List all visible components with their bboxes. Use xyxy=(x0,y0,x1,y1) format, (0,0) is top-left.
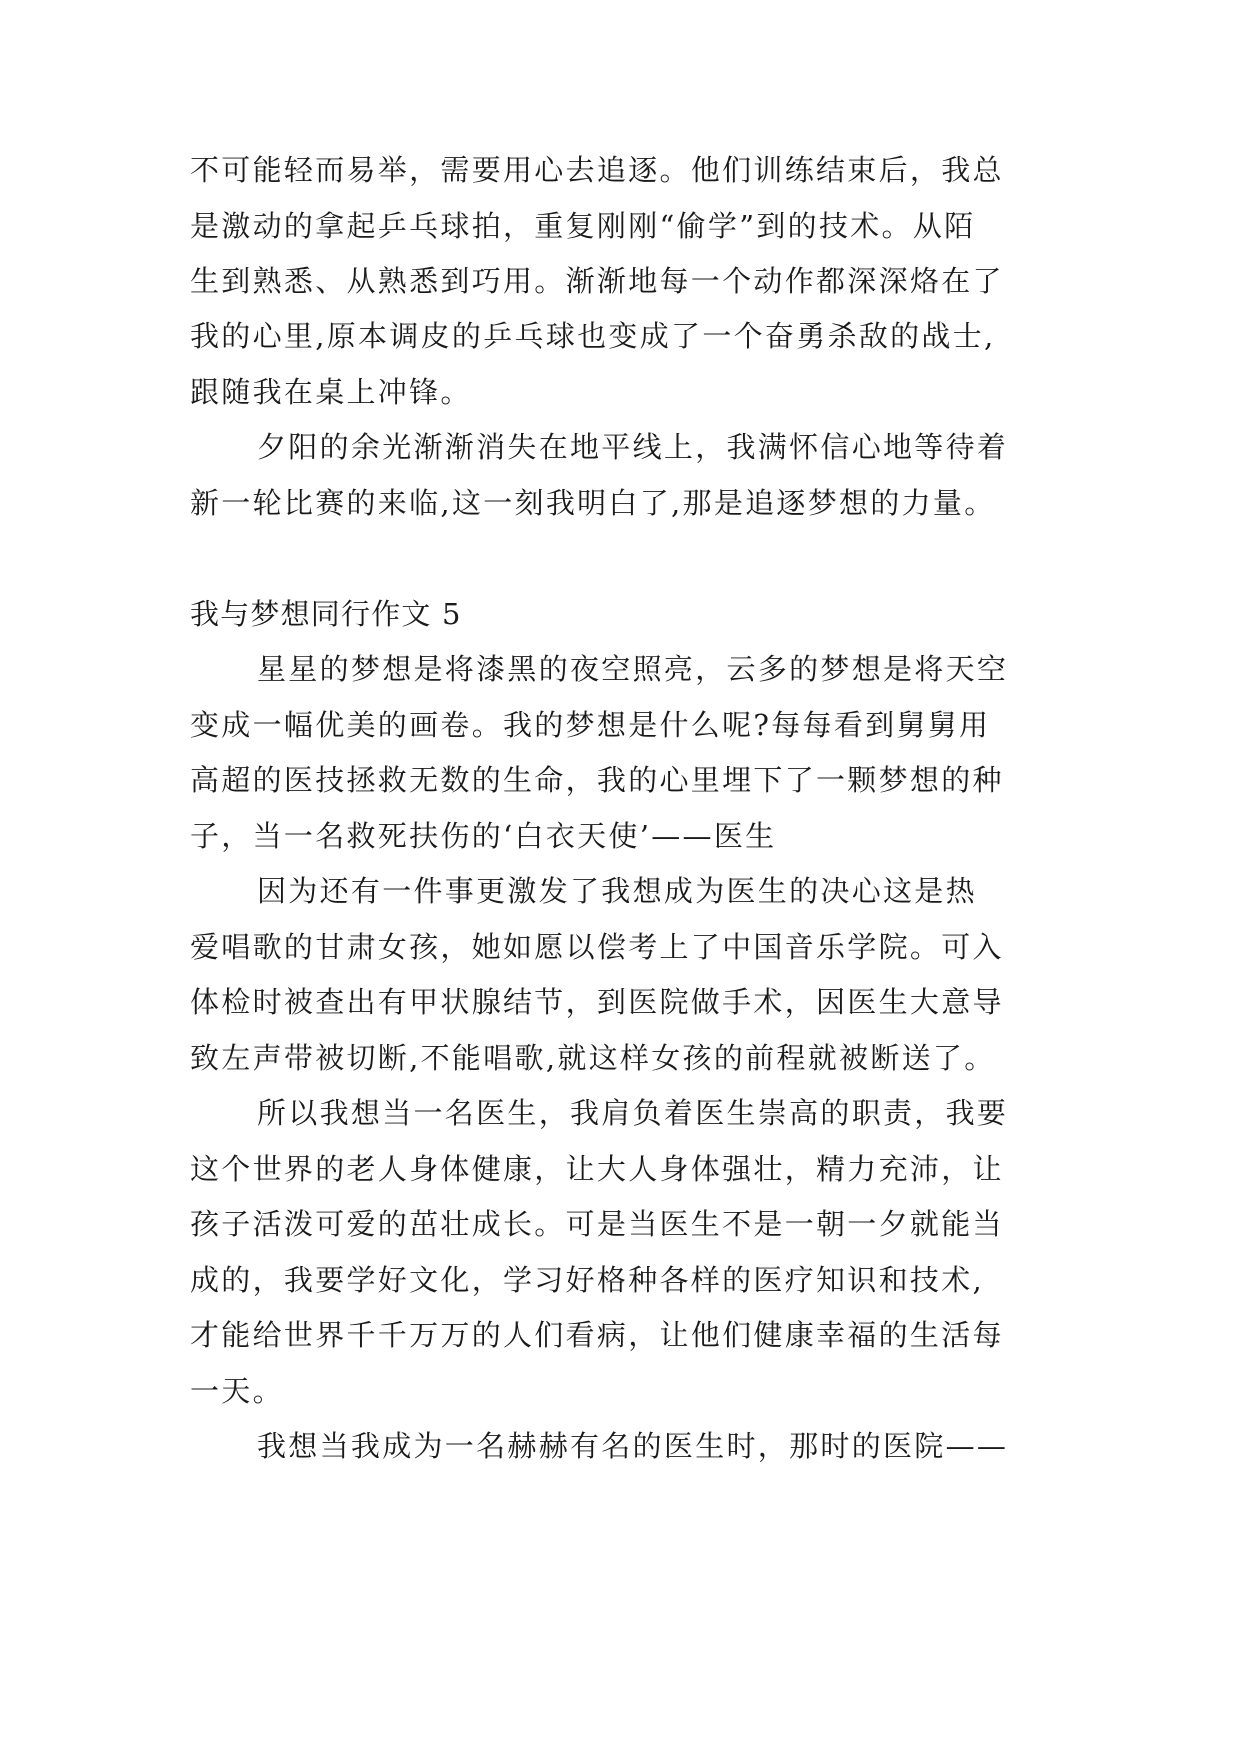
paragraph-line: 高超的医技拯救无数的生命，我的心里埋下了一颗梦想的种 xyxy=(190,763,1004,797)
paragraph-line: 因为还有一件事更激发了我想成为医生的决心这是热 xyxy=(257,874,977,908)
paragraph-line: 星星的梦想是将漆黑的夜空照亮，云多的梦想是将天空 xyxy=(257,652,1009,686)
paragraph-line: 跟随我在桌上冲锋。 xyxy=(190,375,472,409)
paragraph-line: 生到熟悉、从熟悉到巧用。渐渐地每一个动作都深深烙在了 xyxy=(190,264,1004,298)
paragraph-line: 我的心里,原本调皮的乒乓球也变成了一个奋勇杀敌的战士, xyxy=(190,319,996,353)
paragraph-line: 孩子活泼可爱的茁壮成长。可是当医生不是一朝一夕就能当 xyxy=(190,1207,1004,1241)
paragraph-line: 夕阳的余光渐渐消失在地平线上，我满怀信心地等待着 xyxy=(257,430,1009,464)
section-heading: 我与梦想同行作文 5 xyxy=(190,597,462,631)
paragraph-line: 一天。 xyxy=(190,1374,284,1408)
paragraph-line: 我想当我成为一名赫赫有名的医生时，那时的医院—— xyxy=(257,1429,1009,1463)
paragraph-line: 变成一幅优美的画卷。我的梦想是什么呢?每每看到舅舅用 xyxy=(190,708,991,742)
paragraph-line: 新一轮比赛的来临,这一刻我明白了,那是追逐梦想的力量。 xyxy=(190,486,996,520)
paragraph-line: 是激动的拿起乒乓球拍，重复刚刚“偷学”到的技术。从陌 xyxy=(190,209,976,243)
paragraph-line: 这个世界的老人身体健康，让大人身体强壮，精力充沛，让 xyxy=(190,1152,1004,1186)
paragraph-line: 不可能轻而易举，需要用心去追逐。他们训练结束后，我总 xyxy=(190,153,1004,187)
paragraph-line: 爱唱歌的甘肃女孩，她如愿以偿考上了中国音乐学院。可入 xyxy=(190,930,1004,964)
paragraph-line: 体检时被查出有甲状腺结节，到医院做手术，因医生大意导 xyxy=(190,985,1004,1019)
paragraph-line: 所以我想当一名医生，我肩负着医生崇高的职责，我要 xyxy=(257,1096,1009,1130)
paragraph-line: 子，当一名救死扶伤的‘白衣天使’——医生 xyxy=(190,819,777,853)
paragraph-line: 才能给世界千千万万的人们看病，让他们健康幸福的生活每 xyxy=(190,1318,1004,1352)
paragraph-line: 成的，我要学好文化，学习好格种各样的医疗知识和技术, xyxy=(190,1263,985,1297)
paragraph-line: 致左声带被切断,不能唱歌,就这样女孩的前程就被断送了。 xyxy=(190,1041,996,1075)
